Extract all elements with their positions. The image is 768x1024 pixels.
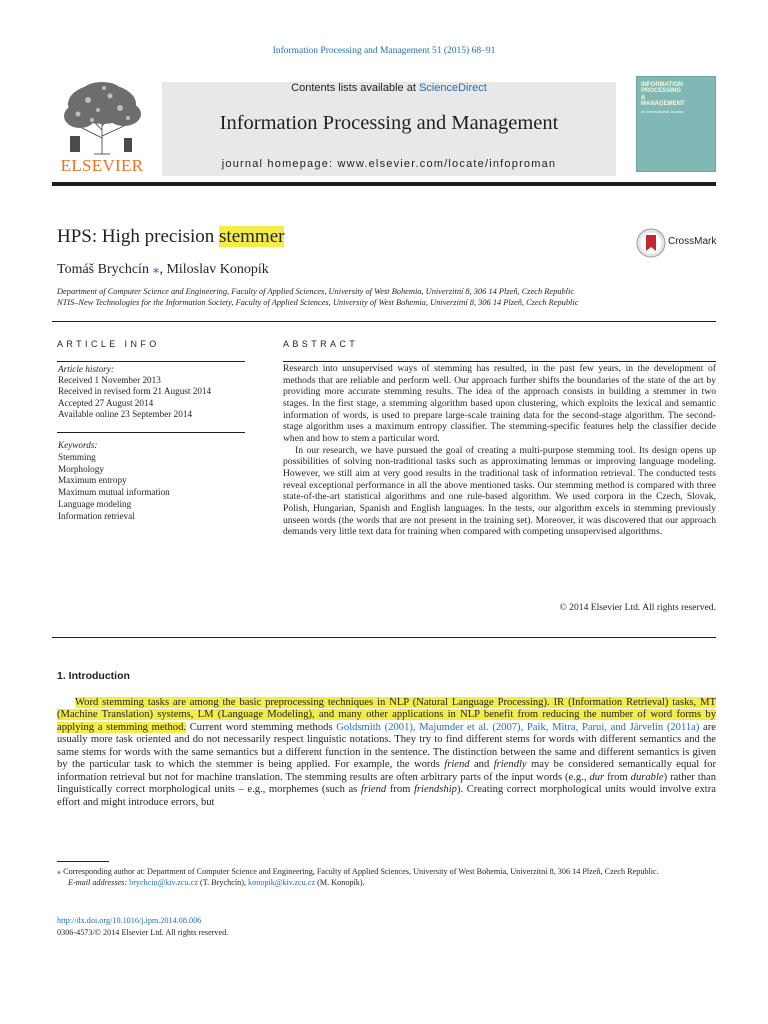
footnote [57, 867, 716, 889]
intro-text: are usually more task oriented and do not necessarily respect linguistic notations. They try to find different stems for words with different semantics and the same stems for words with the same semantics but a different function in the sentence. The distinction between the same and different semantics is given by the particular task to which the stemmer is being applied. For example, the words [57, 721, 716, 771]
elsevier-logo [52, 80, 152, 178]
abstract-heading: ABSTRACT [283, 339, 359, 349]
corresponding-author-mark[interactable]: ⁎ [152, 262, 160, 277]
cover-subtitle: An International Journal [641, 108, 684, 114]
article-history [58, 364, 211, 420]
intro-citation-link[interactable]: Goldsmith (2001), Majumder et al. (2007), Paik, Mitra, Parui, and Järvelin (2011a) [336, 721, 700, 733]
introduction-paragraph [57, 697, 716, 809]
contents-prefix: Contents lists available at [291, 82, 419, 94]
affiliation-1: Department of Computer Science and Engineering, Faculty of Applied Sciences, University of West Bohemia, Univerzitní 8, 306 14 Plzeň, Czech Republic [57, 287, 575, 296]
history-item: Received 1 November 2013 [58, 375, 161, 386]
email-line [57, 878, 716, 889]
cover-title-line: INFORMATION [641, 82, 683, 88]
email-owner: (T. Brychcín), [197, 877, 249, 887]
intro-text: Current word stemming methods [186, 721, 337, 733]
email-owner: (M. Konopík). [315, 877, 365, 887]
homepage-url[interactable]: www.elsevier.com/locate/infoproman [337, 158, 557, 170]
keyword-item: Morphology [58, 463, 104, 474]
journal-title: Information Processing and Management [219, 112, 559, 134]
cover-title-line: PROCESSING [641, 88, 682, 95]
intro-text: ). Creating correct morphological units would involve extra effort and might introduce errors, but [57, 784, 716, 808]
intro-text: and [469, 759, 494, 771]
article-info-divider [57, 361, 245, 362]
doi-link[interactable]: http://dx.doi.org/10.1016/j.ipm.2014.08.006 [57, 916, 202, 925]
intro-highlighted-text: Word stemming tasks are among the basic preprocessing techniques in NLP (Natural Language Processing). IR (Information Retrieval) tasks, MT (Machine Translation) systems, LM (Language Modeling), and many other applications in NLP benefit from reducing the number of word forms by applying a stemming method. [57, 697, 716, 733]
title-divider [52, 321, 716, 322]
elsevier-tree-icon [58, 80, 146, 156]
title-text: HPS: High precision [57, 226, 220, 247]
intro-example-word: friend [444, 759, 470, 771]
abstract-body [283, 363, 716, 538]
journal-homepage [162, 158, 616, 170]
author-brychcin[interactable]: Tomáš Brychcín [57, 262, 149, 277]
homepage-prefix: journal homepage: [221, 158, 338, 170]
contents-line [162, 82, 616, 94]
corresponding-author-text: Corresponding author at: Department of Computer Science and Engineering, Faculty of Applied Sciences, University of West Bohemia, Univerzitní 8, 306 14 Plzeň, Czech Republic. [61, 867, 659, 876]
sciencedirect-link[interactable]: ScienceDirect [418, 82, 487, 94]
keyword-item: Stemming [58, 451, 96, 462]
paper-title [57, 226, 284, 248]
footnote-divider [57, 861, 109, 862]
email-link-brychcin[interactable]: brychcin@kiv.zcu.cz [129, 877, 198, 887]
intro-example-word: dur [589, 771, 605, 783]
elsevier-wordmark: ELSEVIER [60, 156, 144, 175]
author-separator: , [159, 262, 167, 277]
keywords-list [58, 440, 170, 523]
history-label: Article history: [58, 364, 114, 374]
crossmark-badge[interactable] [636, 228, 720, 258]
email-link-konopik[interactable]: konopik@kiv.zcu.cz [248, 877, 316, 887]
footnote-mark: ⁎ [57, 867, 62, 876]
intro-example-word: durable [630, 771, 664, 783]
header-divider [52, 182, 716, 186]
introduction-heading: 1. Introduction [57, 670, 130, 682]
journal-cover-thumbnail [636, 76, 716, 172]
keyword-item: Information retrieval [58, 510, 135, 521]
article-info-heading: ARTICLE INFO [57, 339, 160, 349]
intro-text: from [386, 784, 414, 796]
keyword-item: Maximum entropy [58, 475, 127, 486]
history-item: Accepted 27 August 2014 [58, 397, 154, 408]
intro-text: ) rather than linguistically correct morphological units – e.g., morphemes (such as [57, 771, 716, 796]
issn-copyright: 0306-4573/© 2014 Elsevier Ltd. All rights reserved. [57, 928, 229, 937]
abstract-copyright: © 2014 Elsevier Ltd. All rights reserved. [559, 602, 716, 613]
title-highlight: stemmer [219, 226, 285, 247]
cover-title-line: & [641, 94, 646, 101]
journal-masthead [162, 82, 616, 176]
affiliation-2: NTIS–New Technologies for the Information Society, Faculty of Applied Sciences, University of West Bohemia, Univerzitní 8, 306 14 Plzeň, Czech Republic [57, 298, 579, 307]
crossmark-icon [636, 228, 666, 258]
history-divider [57, 432, 245, 433]
author-list [57, 261, 269, 278]
intro-example-word: friend [360, 784, 387, 796]
abstract-paragraph: In our research, we have pursued the goal of creating a multi-purpose stemming tool. Its design opens up possibilities of solving non-traditional tasks such as approximating lemmas or improving language modeling. However, we still aim at very good results in the traditional task of information retrieval. The conducted tests reveal exceptional performance in all the above mentioned tasks. Our stemming method is compared with three state-of-the-art statistical algorithms and one rule-based algorithm. We used corpora in the Czech, Slovak, Polish, Hungarian, Spanish and English languages. In the tests, our algorithm excels in stemming previously unseen words (the words that are not present in the training set). Moreover, it was discovered that our approach demands very little text data for training when compared with competing unsupervised algorithms. [283, 444, 716, 538]
keyword-item: Maximum mutual information [58, 487, 170, 498]
cover-title-line: MANAGEMENT [641, 101, 685, 108]
author-konopik[interactable]: Miloslav Konopík [166, 262, 269, 277]
keywords-label: Keywords: [58, 440, 98, 450]
email-label: E-mail addresses: [68, 877, 128, 887]
intro-text: may be considered semantically equal for information retrieval but not for machine translation. The stemming results are often arbitrary parts of the input words (e.g., [57, 759, 717, 783]
abstract-paragraph: Research into unsupervised ways of stemming has resulted, in the past few years, in the development of methods that are reliable and perform well. Our approach further shifts the boundaries of the state of the art by providing more accurate stemming results. The idea of the approach consists in building a stemmer in two stages. In the first stage, a stemming algorithm based upon clustering, which exploits the lexical and semantic information of words, is used to prepare large-scale training data for the second-stage algorithm. The second-stage algorithm uses a maximum entropy classifier. The stemming-specific features help the classifier decide when and how to stem a particular word. [283, 363, 716, 444]
history-item: Received in revised form 21 August 2014 [58, 386, 212, 397]
body-divider [52, 637, 716, 638]
crossmark-label: CrossMark [668, 236, 717, 247]
history-item: Available online 23 September 2014 [58, 408, 193, 419]
journal-citation[interactable]: Information Processing and Management 51 (2015) 68–91 [272, 46, 496, 56]
intro-example-word: friendship [413, 784, 457, 796]
abstract-divider [283, 361, 716, 362]
intro-text: from [604, 771, 631, 783]
keyword-item: Language modeling [58, 498, 132, 509]
intro-example-word: friendly [493, 759, 527, 771]
corresponding-author-note [57, 867, 716, 878]
